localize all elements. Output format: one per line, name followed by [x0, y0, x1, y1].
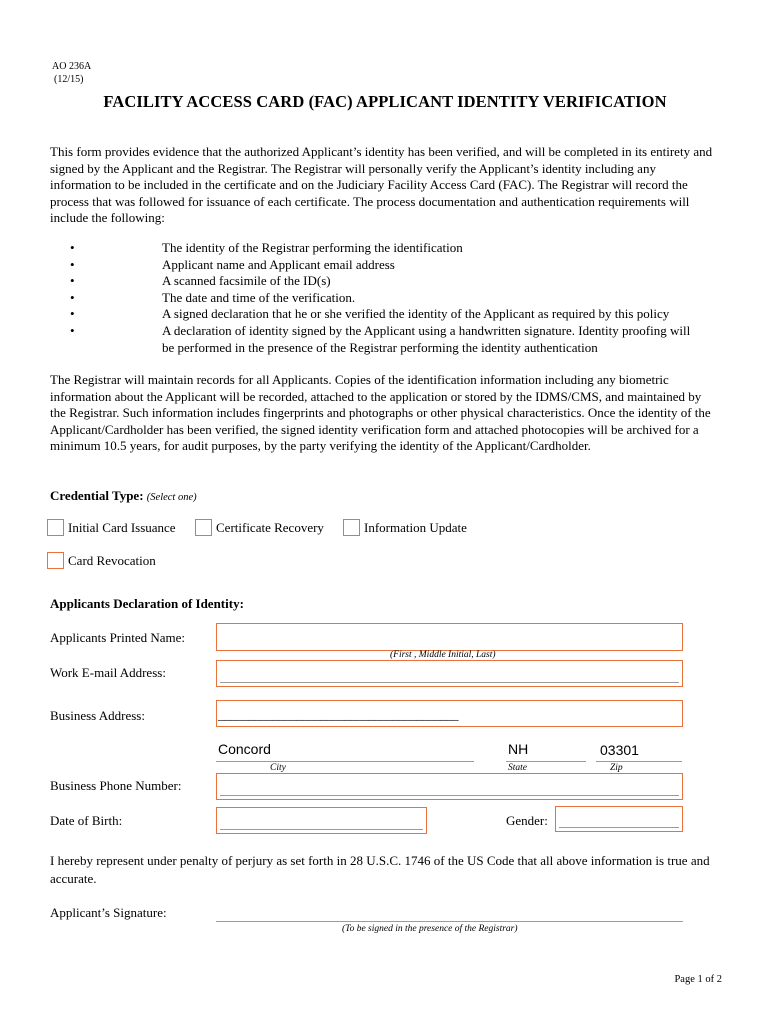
gender-field[interactable]: [555, 806, 683, 832]
bullet-icon: •: [70, 256, 75, 272]
dob-underline: [220, 829, 423, 830]
credential-option-update[interactable]: [343, 519, 467, 536]
credential-option-revocation[interactable]: [47, 552, 156, 569]
credential-option-initial[interactable]: [47, 519, 176, 536]
list-item-text: A signed declaration that he or she verified the identity of the Applicant as required by this policy: [162, 306, 670, 322]
information-update-checkbox[interactable]: [343, 519, 360, 536]
form-number: AO 236A: [52, 61, 92, 72]
signature-caption: (To be signed in the presence of the Registrar): [342, 924, 518, 934]
credential-type-heading: Credential Type:: [50, 488, 144, 503]
bullet-icon: •: [70, 306, 75, 322]
initial-card-issuance-checkbox[interactable]: [47, 519, 64, 536]
list-item: [50, 306, 720, 323]
list-item-text: Applicant name and Applicant email address: [162, 256, 395, 272]
signature-line[interactable]: [216, 921, 683, 922]
requirements-list: [50, 240, 720, 356]
state-caption: State: [508, 763, 527, 773]
certificate-recovery-checkbox[interactable]: [195, 519, 212, 536]
perjury-statement: I hereby represent under penalty of perjury as set forth in 28 U.S.C. 1746 of the US Code that all above information is true and accurate.: [50, 853, 710, 886]
option-label: Certificate Recovery: [216, 519, 324, 535]
business-address-line: ________________________________________: [218, 707, 458, 722]
list-item: [50, 273, 720, 290]
credential-type-hint: (Select one): [146, 492, 197, 503]
city-value[interactable]: Concord: [218, 741, 271, 757]
printed-name-label: Applicants Printed Name:: [50, 630, 186, 645]
phone-field[interactable]: [216, 773, 683, 800]
gender-underline: [559, 827, 679, 828]
zip-rule: [596, 761, 682, 762]
phone-underline: [220, 795, 679, 796]
intro-paragraph: This form provides evidence that the authorized Applicant’s identity has been verified, and will be completed in its entirety and signed by the Applicant and the Registrar. The Registrar will personally verify the Applicant’s identity including any information to be included in the certificate and on the Judiciary Facility Access Card (FAC). The Registrar will record the process that was followed for issuance of each certificate. The process documentation and authentication requirements will include the following:: [50, 144, 713, 226]
form-date: (12/15): [54, 74, 84, 85]
list-item-text: A scanned facsimile of the ID(s): [162, 273, 331, 289]
list-item-text: The date and time of the verification.: [162, 289, 356, 305]
zip-value[interactable]: 03301: [600, 742, 639, 758]
dob-field[interactable]: [216, 807, 427, 834]
option-label: Card Revocation: [68, 552, 156, 568]
bullet-icon: •: [70, 322, 75, 338]
page-title: FACILITY ACCESS CARD (FAC) APPLICANT IDENTITY VERIFICATION: [103, 92, 667, 111]
bullet-icon: •: [70, 273, 75, 289]
credential-option-recovery[interactable]: [195, 519, 324, 536]
form-code: [52, 60, 91, 86]
option-label: Information Update: [364, 519, 467, 535]
list-item-text: A declaration of identity signed by the Applicant using a handwritten signature. Identity proofing will be performed in the presence of the Registrar performing the identity authentication: [162, 322, 691, 355]
credential-type-label: [50, 488, 197, 504]
zip-caption: Zip: [610, 763, 623, 773]
phone-label: Business Phone Number:: [50, 778, 182, 793]
gender-label: Gender:: [506, 813, 548, 828]
list-item: [50, 240, 720, 257]
email-label: Work E-mail Address:: [50, 665, 166, 680]
email-underline: [220, 682, 679, 683]
declaration-heading: Applicants Declaration of Identity:: [50, 596, 244, 611]
printed-name-caption: (First , Middle Initial, Last): [390, 650, 496, 660]
state-rule: [506, 761, 586, 762]
page-indicator: Page 1 of 2: [674, 974, 722, 985]
list-item: [50, 257, 720, 274]
bullet-icon: •: [70, 240, 75, 255]
business-address-label: Business Address:: [50, 708, 145, 723]
records-paragraph: The Registrar will maintain records for all Applicants. Copies of the identification information including any biometric information about the Applicant will be recorded, attached to the application or stored by the IDMS/CMS, and maintained by the Registrar. Such information includes fingerprints and photographs or other physical characteristics. Once the identity of the Applicant/Cardholder has been verified, the signed identity verification form and attached photocopies will be archived for a minimum 10.5 years, for audit purposes, by the party verifying the identity of the Applicant/Cardholder.: [50, 372, 711, 454]
signature-label: Applicant’s Signature:: [50, 905, 167, 920]
state-value[interactable]: NH: [508, 741, 529, 757]
bullet-icon: •: [70, 289, 75, 305]
list-item: [50, 323, 720, 356]
printed-name-field[interactable]: [216, 623, 683, 651]
list-item: [50, 290, 720, 307]
card-revocation-checkbox[interactable]: [47, 552, 64, 569]
city-rule: [216, 761, 474, 762]
list-item-text: The identity of the Registrar performing the identification: [162, 240, 463, 255]
option-label: Initial Card Issuance: [68, 519, 176, 535]
city-caption: City: [270, 763, 286, 773]
dob-label: Date of Birth:: [50, 813, 123, 828]
email-field[interactable]: [216, 660, 683, 687]
